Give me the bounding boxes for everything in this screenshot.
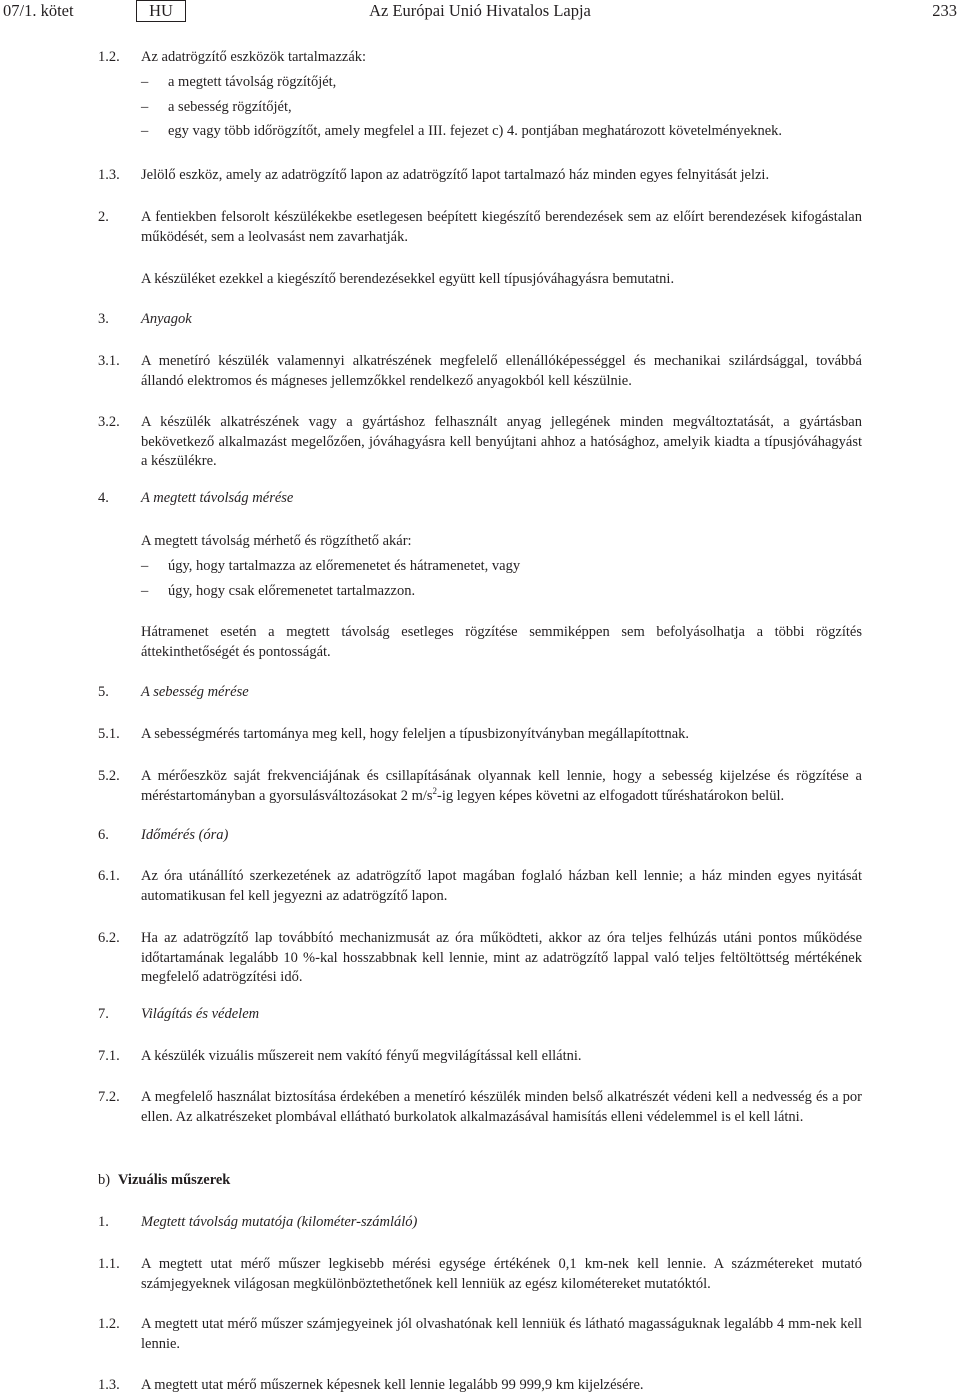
page-header [0, 0, 960, 22]
list-dash: – [141, 558, 149, 574]
section-text: A menetíró készülék valamennyi alkatrészének megfelelő ellenállóképességgel és mechanikai szilárdsággal, továbbá állandó elektromos és mágneses jellemzőkkel rendelkező anyagokból kell készülnie. [141, 353, 862, 389]
list-item: a megtett távolság rögzítőjét, [168, 74, 337, 90]
section-text: Az óra utánállító szerkezetének az adatrögzítő lapot magában foglaló házban kell lennie; a ház minden egyes nyitását automatikusan fel kell jegyezni az adatrögzítő lapon. [141, 868, 862, 904]
section-heading: Vizuális műszerek [118, 1172, 231, 1188]
list-item: úgy, hogy tartalmazza az előremenetet és hátramenetet, vagy [168, 558, 521, 574]
section-heading: Megtett távolság mutatója (kilométer-számláló) [141, 1214, 418, 1230]
section-text: Hátramenet esetén a megtett távolság esetleges rögzítése semmiképpen sem befolyásolhatja a többi rögzítés áttekinthetőségét és pontosságát. [141, 624, 862, 660]
section-number: 7.2. [98, 1089, 120, 1105]
list-dash: – [141, 74, 149, 90]
section-text: Jelölő eszköz, amely az adatrögzítő lapon az adatrögzítő lapot tartalmazó ház minden egyes felnyitását jelzi. [141, 167, 770, 183]
section-text: A megtett távolság mérhető és rögzíthető akár: [141, 533, 412, 549]
superscript: 2 [432, 785, 438, 796]
section-number: 3.2. [98, 414, 120, 430]
section-number: 1.3. [98, 167, 120, 183]
list-dash: – [141, 583, 149, 599]
list-dash: – [141, 123, 149, 139]
section-text: A készülék alkatrészének vagy a gyártáshoz felhasznált anyag jellegének minden megváltoztatását, a gyártásban bekövetkező alkalmazást megelőzően, jóváhagyásra kell benyújtani ahhoz a hatósághoz, amelyik kiadta a típusjóváhagyást a készülékre. [141, 414, 862, 469]
section-text: A készülék vizuális műszereit nem vakító fényű megvilágítással kell ellátni. [141, 1048, 582, 1064]
text-part: A mérőeszköz saját frekvenciájának és csillapításának olyannak kell lennie, hogy a sebesség kijelzése és rögzítése a méréstartományban a gyorsulásváltozásokat 2 m/s [141, 768, 862, 804]
journal-title: Az Európai Unió Hivatalos Lapja [369, 1, 591, 20]
section-number: 1.2. [98, 49, 120, 65]
section-text: A fentiekben felsorolt készülékekbe esetlegesen beépített kiegészítő berendezések sem az előírt berendezések kifogástalan működését, sem a leolvasást nem zavarhatják. [141, 209, 862, 245]
section-text: A sebességmérés tartománya meg kell, hogy feleljen a típusbizonyítványban megállapítottnak. [141, 726, 690, 742]
language-badge: HU [136, 0, 186, 22]
section-number: 2. [98, 209, 109, 225]
list-dash: – [141, 99, 149, 115]
section-number: 6.1. [98, 868, 120, 884]
section-prefix: b) [98, 1172, 111, 1188]
section-number: 1.1. [98, 1256, 120, 1272]
section-number: 6. [98, 827, 109, 843]
section-text: A megtett utat mérő műszer legkisebb mérési egysége értékének 0,1 km-nek kell lennie. A százmétereket mutató számjegyeknek világosan megkülönböztethetőnek kell lenniük az egész kilométereket mutatóktól. [141, 1256, 862, 1292]
section-heading: Időmérés (óra) [141, 827, 229, 843]
section-number: 4. [98, 490, 109, 506]
list-item: egy vagy több időrögzítőt, amely megfelel a III. fejezet c) 4. pontjában meghatározott követelményeknek. [168, 123, 782, 139]
section-text: A megtett utat mérő műszer számjegyeinek jól olvashatónak kell lenniük és látható magasságuknak legalább 4 mm-nek kell lennie. [141, 1316, 862, 1352]
section-number: 5.1. [98, 726, 120, 742]
section-number: 3.1. [98, 353, 120, 369]
section-number: 3. [98, 311, 109, 327]
section-text: A megfelelő használat biztosítása érdekében a menetíró készülék minden belső alkatrészét védeni kell a nedvesség és a por ellen. Az alkatrészeket plombával ellátható burkolatok alkalmazásával hamisítás elleni védelemmel is el kell látni. [141, 1089, 862, 1125]
section-number: 1.2. [98, 1316, 120, 1332]
section-number: 1.3. [98, 1377, 120, 1393]
volume-label: 07/1. kötet [3, 1, 74, 20]
section-text [141, 767, 862, 806]
section-heading: Világítás és védelem [141, 1006, 260, 1022]
section-number: 7.1. [98, 1048, 120, 1064]
section-number: 6.2. [98, 930, 120, 946]
text-part: -ig legyen képes követni az elfogadott tűréshatárokon belül. [437, 787, 785, 804]
section-number: 5. [98, 684, 109, 700]
section-heading: Anyagok [141, 311, 192, 327]
section-text: Az adatrögzítő eszközök tartalmazzák: [141, 49, 367, 65]
section-text: A megtett utat mérő műszernek képesnek kell lennie legalább 99 999,9 km kijelzésére. [141, 1377, 644, 1393]
section-heading: A megtett távolság mérése [141, 490, 294, 506]
list-item: úgy, hogy csak előremenetet tartalmazzon. [168, 583, 416, 599]
section-number: 1. [98, 1214, 109, 1230]
section-text: Ha az adatrögzítő lap továbbító mechanizmusát az óra működteti, akkor az óra teljes felhúzás utáni pontos működése időtartamának legalább 10 %-kal hosszabbnak kell lennie, mint az adatrögzítő lappal való teljes feltöltöttség mértékének megfelelő adatrögzítési idő. [141, 930, 862, 985]
section-heading: A sebesség mérése [141, 684, 249, 700]
section-text: A készüléket ezekkel a kiegészítő berendezésekkel együtt kell típusjóváhagyásra bemutatni. [141, 271, 675, 287]
section-number: 7. [98, 1006, 109, 1022]
list-item: a sebesség rögzítőjét, [168, 99, 292, 115]
page-number: 233 [932, 1, 957, 20]
section-number: 5.2. [98, 768, 120, 784]
